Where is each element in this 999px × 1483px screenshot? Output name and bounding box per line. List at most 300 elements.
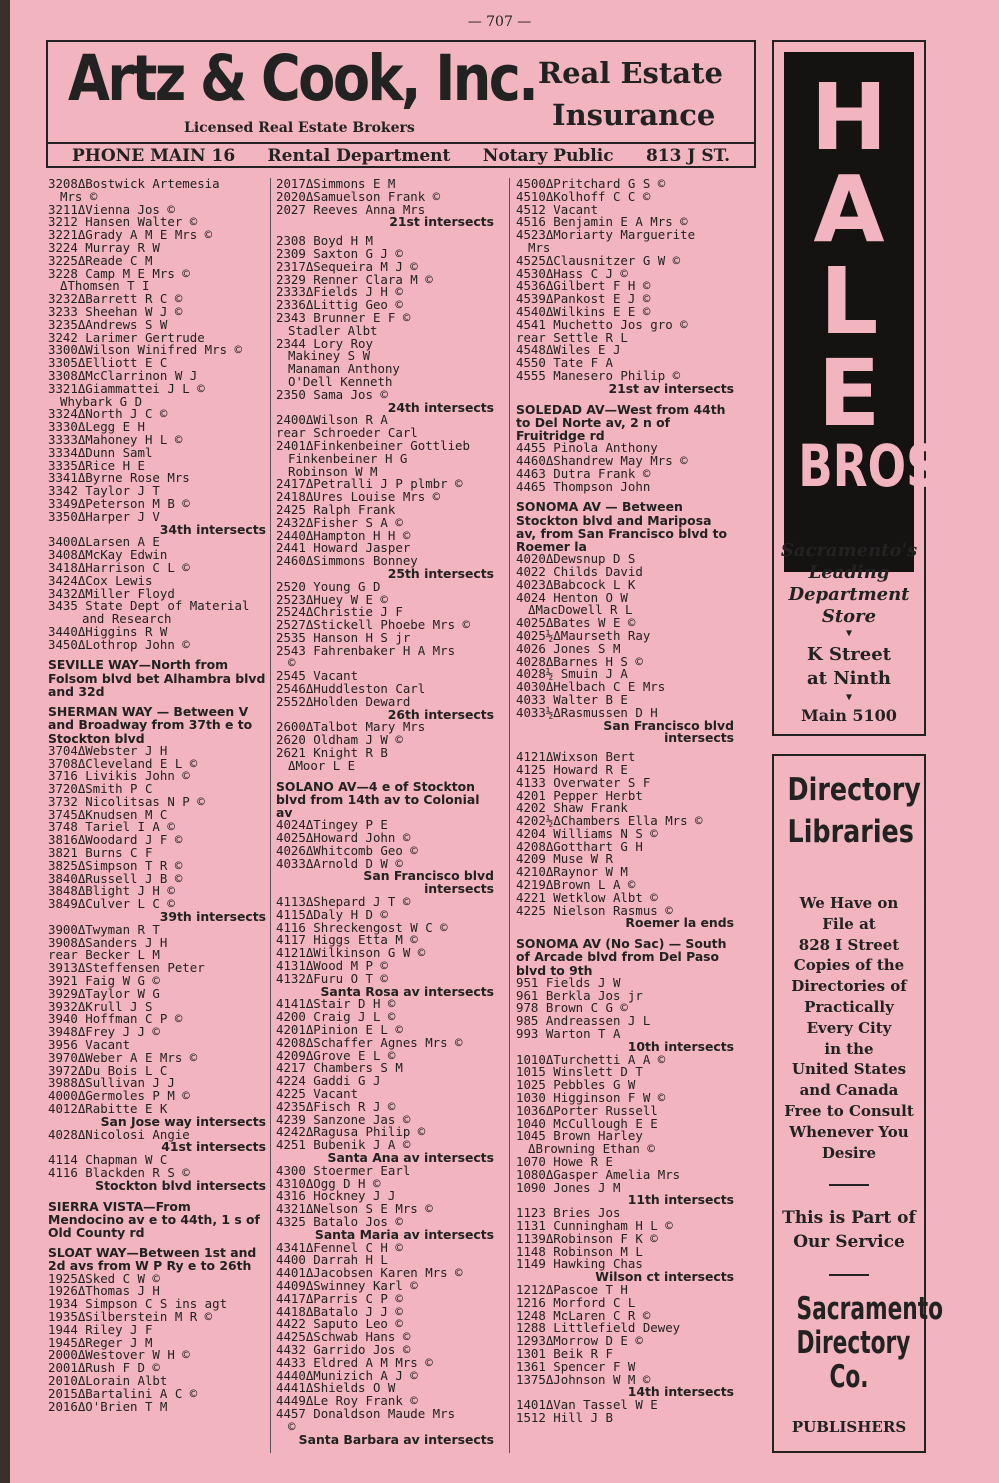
listing-line: 2020ΔSamuelson Frank © <box>276 188 441 204</box>
listing-line: 3816ΔWoodard J F © <box>48 832 183 848</box>
listing-line: 4239 Sanzone Jas © <box>276 1111 411 1127</box>
listing-line: 3970ΔWeber A E Mrs © <box>48 1049 198 1065</box>
listing-line: 3418ΔHarrison C L © <box>48 559 190 575</box>
listing-line: 4525ΔClausnitzer G W © <box>516 252 681 268</box>
listing-line: 1030 Higginson F W © <box>516 1090 666 1106</box>
dir-mid-2: Our Service <box>793 1232 905 1252</box>
listing-line: 4116 Blackden R S © <box>48 1165 190 1180</box>
listing-line: 1148 Robinson M L <box>516 1243 643 1259</box>
listing-line: 4221 Wetklow Albt © <box>516 889 658 905</box>
listing-line: 2620 Oldham J W © <box>276 732 403 748</box>
listing-line: 978 Brown C G © <box>516 1000 628 1016</box>
hale-bros-logo-block <box>784 52 956 572</box>
hale-tagline-4: Store <box>821 606 877 627</box>
listing-line: 3921 Faig W G © <box>48 973 160 989</box>
listing-line: 4020ΔDewsnup D S <box>516 551 636 567</box>
listing-line: 4023ΔBabcock L K <box>516 576 636 592</box>
listing-line: 4341ΔFennel C H © <box>276 1239 403 1255</box>
listing-line: 2329 Renner Clara M © <box>276 271 433 287</box>
listing-line: 4028ΔNicolosi Angie <box>48 1126 190 1142</box>
listing-line: 4460ΔShandrew May Mrs © <box>516 452 688 468</box>
listing-line: 2027 Reeves Anna Mrs <box>276 201 426 217</box>
dir-body-line: Free to Consult <box>784 1102 914 1120</box>
hale-letter: H <box>810 64 888 171</box>
listing-line: 2432ΔFisher S A © <box>276 514 403 530</box>
listing-line: 4026 Jones S M <box>516 640 621 656</box>
listing-line: 1301 Beik R F <box>516 1345 613 1361</box>
page-number: — 707 — <box>467 14 532 30</box>
listing-line: Whybark G D <box>60 393 143 409</box>
banner-divider <box>48 142 754 144</box>
listing-line: 3308ΔMcClarrinon W J <box>48 367 198 383</box>
listing-line: 3745ΔKnudsen M C <box>48 806 168 822</box>
dir-divider <box>829 1274 869 1276</box>
listing-line: 4449ΔLe Roy Frank © <box>276 1393 418 1409</box>
hale-tagline-3: Department <box>788 584 910 605</box>
listing-line: 4224 Gaddi G J <box>276 1073 381 1089</box>
listing-line: 2543 Fahrenbaker H A Mrs <box>276 642 456 658</box>
listing-line: 4201 Pepper Herbt <box>516 787 643 803</box>
listing-line: 3848ΔBlight J H © <box>48 883 175 899</box>
listing-line: 985 Andreassen J L <box>516 1013 651 1029</box>
listing-line: 4510ΔKolhoff C C © <box>516 188 651 204</box>
listing-line: 1010ΔTurchetti A A © <box>516 1051 666 1067</box>
cross-street-line: 25th intersects <box>387 565 494 581</box>
listing-line: 1935ΔSilberstein M R © <box>48 1309 213 1324</box>
listing-line: 4131ΔWood M P © <box>276 958 388 974</box>
listing-line: 2523ΔHuey W E © <box>276 591 388 607</box>
listing-line: 1149 Hawking Chas <box>516 1256 643 1272</box>
listing-line: 3300ΔWilson Winifred Mrs © <box>48 342 242 358</box>
listing-line: 3825ΔSimpson T R © <box>48 857 183 873</box>
street-heading: SEVILLE WAY—North from Folsom blvd bet Alhambra blvd and 32d <box>48 657 266 699</box>
cross-street-line: San Francisco blvd <box>363 868 494 884</box>
listing-line: 4400 Darrah H L <box>276 1252 388 1268</box>
listing-line: ΔThomsen T I <box>60 278 150 294</box>
listing-line: 3435 State Dept of Material <box>48 598 250 614</box>
listing-line: 4225 Vacant <box>276 1086 359 1101</box>
listing-line: 4325 Batalo Jos © <box>276 1213 403 1229</box>
listing-line: 1025 Pebbles G W <box>516 1077 636 1093</box>
listing-line: 1123 Bries Jos <box>516 1205 621 1221</box>
listing-line: 4121ΔWilkinson G W © <box>276 945 426 961</box>
listing-line: 4028ΔBarnes H S © <box>516 653 643 669</box>
listing-line: 3225ΔReade C M <box>48 252 153 268</box>
listing-line: 4117 Higgs Etta M © <box>276 932 418 948</box>
listing-line: 1040 McCullough E E <box>516 1115 658 1131</box>
listing-line: 4242ΔRagusa Philip © <box>276 1124 426 1140</box>
listing-line: 3716 Livikis John © <box>48 768 190 784</box>
dir-body-line: Desire <box>821 1143 877 1162</box>
dir-body-line: 828 I Street <box>798 935 900 954</box>
listing-line: 4235ΔFisch R J © <box>276 1098 396 1114</box>
listing-line: 1248 McLaren C R © <box>516 1307 651 1323</box>
listing-line: Robinson W M <box>288 463 378 479</box>
listing-line: 4201ΔPinion E L © <box>276 1022 403 1038</box>
listing-line: 2546ΔHuddleston Carl <box>276 681 426 697</box>
hale-phone: Main 5100 <box>801 706 897 725</box>
listing-line: 2350 Sama Jos © <box>276 386 388 402</box>
dir-body-line: in the <box>824 1039 874 1058</box>
listing-line: 3232ΔBarrett R C © <box>48 291 183 307</box>
dir-body-line: File at <box>822 914 876 933</box>
listing-line: Makiney S W <box>288 348 371 364</box>
insurance-label: Insurance <box>552 98 716 132</box>
listing-line: 4251 Bubenik J A © <box>276 1137 411 1153</box>
listing-line: 4536ΔGilbert F H © <box>516 278 651 294</box>
licensed-brokers-label: Licensed Real Estate Brokers <box>184 120 415 136</box>
listing-line: 3235ΔAndrews S W <box>48 316 168 332</box>
dir-body-line: Practically <box>804 998 894 1016</box>
listing-line: 2425 Ralph Frank <box>276 501 396 517</box>
street-heading: SONOMA AV (No Sac) — South of Arcade blvd from Del Paso blvd to 9th <box>516 936 727 978</box>
column-rule <box>509 178 510 1453</box>
directory-column-2 <box>276 178 494 1446</box>
listing-line: 1139ΔRobinson F K © <box>516 1230 658 1246</box>
listing-line: 1926ΔThomas J H <box>48 1283 160 1299</box>
cross-street-line: 21st intersects <box>389 214 494 230</box>
dir-title-2: Libraries <box>787 814 914 850</box>
listing-line: 3956 Vacant <box>48 1037 131 1053</box>
listing-line: 4033 Walter B E <box>516 691 628 707</box>
listing-line: 2520 Young G D <box>276 578 381 594</box>
listing-line: 3221ΔGrady A M E Mrs © <box>48 227 213 243</box>
listing-line: 4200 Craig J L © <box>276 1009 396 1025</box>
dir-body-line: Directories of <box>791 977 907 996</box>
listing-line: O'Dell Kenneth <box>288 373 393 389</box>
listing-line: 4116 Shreckengost W C © <box>276 919 448 935</box>
listing-line: 4025ΔHoward John © <box>276 830 411 846</box>
listing-line: 3432ΔMiller Floyd <box>48 585 175 601</box>
listing-line: 4516 Benjamin E A Mrs © <box>516 214 688 230</box>
street-heading: SONOMA AV — Between Stockton blvd and Mariposa av, from San Francisco blvd to Roemer la <box>516 499 728 554</box>
listing-line: 2400ΔWilson R A <box>276 412 388 428</box>
listing-line: 3408ΔMcKay Edwin <box>48 547 168 563</box>
listing-line: 4141ΔStair D H © <box>276 996 396 1012</box>
listing-line: 2344 Lory Roy <box>276 335 373 351</box>
listing-line: 1216 Morford C L <box>516 1294 636 1310</box>
listing-line: ΔMacDowell R L <box>528 602 633 618</box>
listing-line: 3849ΔCulver L C © <box>48 896 175 912</box>
listing-line: 2417ΔPetralli J P plmbr © <box>276 476 463 492</box>
street-heading: SOLEDAD AV—West from 44th to Del Norte av, 2 n of Fruitridge rd <box>516 401 726 443</box>
cross-street-line: 14th intersects <box>627 1384 734 1400</box>
listing-line: 3321ΔGiammattei J L © <box>48 380 205 396</box>
listing-line: 4024 Henton O W <box>516 589 628 605</box>
listing-line: 4210ΔRaynor W M <box>516 864 628 880</box>
listing-line: 3708ΔCleveland E L © <box>48 755 198 771</box>
listing-line: 961 Berkla Jos jr <box>516 987 643 1003</box>
listing-line: 2441 Howard Jasper <box>276 540 411 556</box>
column-rule <box>270 178 271 1453</box>
listing-line: 3988ΔSullivan J J <box>48 1075 175 1091</box>
listing-line: 2016ΔO'Brien T M <box>48 1398 168 1414</box>
banner-bottom-row <box>72 146 730 166</box>
listing-line: 4555 Manesero Philip © <box>516 367 681 383</box>
street-heading: SLOAT WAY—Between 1st and 2d avs from W P Ry e to 26th <box>48 1245 257 1274</box>
listing-line: 3440ΔHiggins R W <box>48 623 168 639</box>
cross-street-line: intersects <box>664 730 734 746</box>
listing-line: 3350ΔHarper J V <box>48 508 160 524</box>
listing-line: 1212ΔPascoe T H <box>516 1282 628 1297</box>
listing-line: Stadler Albt <box>288 322 378 338</box>
dir-body-line: and Canada <box>799 1081 899 1100</box>
listing-line: 2401ΔFinkenbeiner Gottlieb <box>276 437 470 453</box>
listing-line: 4208ΔSchaffer Agnes Mrs © <box>276 1034 463 1050</box>
listing-line: 1045 Brown Harley <box>516 1128 643 1144</box>
hale-street: K Street <box>807 644 891 665</box>
listing-line: 2418ΔUres Louise Mrs © <box>276 489 441 505</box>
listing-line: 3233 Sheehan W J © <box>48 303 183 319</box>
listing-line: 4465 Thompson John <box>516 478 651 494</box>
directory-column-3 <box>516 178 734 1425</box>
listing-line: 3704ΔWebster J H <box>48 742 168 758</box>
listing-line: 4321ΔNelson S E Mrs © <box>276 1201 433 1217</box>
listing-line: 3424ΔCox Lewis <box>48 572 153 588</box>
listing-line: 2010ΔLorain Albt <box>48 1372 168 1388</box>
dir-body-line: United States <box>791 1060 907 1079</box>
listing-line: 2017ΔSimmons E M <box>276 176 396 191</box>
listing-line: 2545 Vacant <box>276 668 359 684</box>
listing-line: 4425ΔSchwab Hans © <box>276 1329 411 1345</box>
listing-line: 4550 Tate F A <box>516 355 613 371</box>
listing-line: 3334ΔDunn Saml <box>48 444 153 460</box>
listing-line: 993 Warton T A <box>516 1026 621 1042</box>
triangle-divider-icon: ▼ <box>845 628 853 639</box>
listing-line: 4202½ΔChambers Ella Mrs © <box>516 813 703 829</box>
listing-line: rear Becker L M <box>48 947 160 963</box>
listing-line: 3732 Nicolitsas N P © <box>48 793 205 809</box>
listing-line: 1090 Jones J M <box>516 1179 621 1195</box>
dir-body-line: We Have on <box>799 894 899 912</box>
listing-line: 4028½ Smuin J A <box>516 666 628 682</box>
listing-line: 3720ΔSmith P C <box>48 781 153 797</box>
cross-street-line: 41st intersects <box>161 1139 266 1155</box>
cross-street-line: 21st av intersects <box>608 380 734 396</box>
listing-line: 3305ΔElliott E C <box>48 355 168 371</box>
street-heading: SOLANO AV—4 e of Stockton blvd from 14th av to Colonial av <box>276 778 480 821</box>
listing-line: 1944 Riley J F <box>48 1321 153 1337</box>
dir-title-1: Directory <box>787 772 921 808</box>
cross-street-line: Santa Rosa av intersects <box>320 983 494 999</box>
directory-libraries-ad <box>772 754 944 1453</box>
listing-line: 4125 Howard R E <box>516 761 628 777</box>
hale-letter: L <box>819 248 879 355</box>
cross-street-line: Wilson ct intersects <box>595 1269 734 1285</box>
listing-line: 3913ΔSteffensen Peter <box>48 960 205 976</box>
listing-line: 4500ΔPritchard G S © <box>516 176 666 191</box>
listing-line: © <box>288 1418 296 1434</box>
listing-line: 3349ΔPeterson M B © <box>48 495 190 511</box>
listing-line: 3908ΔSanders J H <box>48 934 168 950</box>
dir-mid-1: This is Part of <box>782 1208 916 1228</box>
hale-tagline-2: Leading <box>808 562 890 583</box>
listing-line: 4208ΔGotthart G H <box>516 838 643 854</box>
listing-line: 4310ΔOgg D H © <box>276 1175 381 1191</box>
hale-letter: E <box>817 340 881 447</box>
listing-line: ΔBrowning Ethan © <box>528 1141 655 1157</box>
listing-line: 1288 Littlefield Dewey <box>516 1320 681 1336</box>
listing-line: 4541 Muchetto Jos gro © <box>516 316 688 332</box>
listing-line: 2308 Boyd H M <box>276 233 373 249</box>
listing-line: 4418ΔBatalo J J © <box>276 1303 403 1319</box>
listing-line: 3748 Tariel I A © <box>48 819 175 835</box>
listing-line: 1036ΔPorter Russell <box>516 1102 658 1118</box>
cross-street-line: intersects <box>424 881 494 897</box>
listing-line: © <box>288 655 296 671</box>
listing-line: 3242 Larimer Gertrude <box>48 329 205 345</box>
listing-line: 4539ΔPankost E J © <box>516 291 651 307</box>
listing-line: 3948ΔFrey J J © <box>48 1024 160 1040</box>
listing-line: 3972ΔDu Bois L C <box>48 1062 168 1078</box>
listing-line: 4300 Stoermer Earl <box>276 1162 411 1178</box>
listing-line: Finkenbeiner H G <box>288 450 408 466</box>
listing-line: 4422 Saputo Leo © <box>276 1316 403 1332</box>
dir-body-line: Whenever You <box>789 1122 909 1141</box>
listing-line: 1293ΔMorrow D E © <box>516 1333 643 1349</box>
cross-street-line: Stockton blvd intersects <box>95 1177 266 1193</box>
directory-column-1 <box>48 178 266 1413</box>
cross-street-line: Roemer la ends <box>625 915 734 931</box>
listing-line: 2535 Hanson H S jr <box>276 629 411 645</box>
listing-line: 2440ΔHampton H H © <box>276 527 411 543</box>
listing-line: 4217 Chambers S M <box>276 1060 403 1076</box>
cross-street-line: Santa Ana av intersects <box>327 1149 494 1165</box>
listing-line: 3341ΔByrne Rose Mrs <box>48 470 190 486</box>
listing-line: 3940 Hoffman C P © <box>48 1011 183 1027</box>
listing-line: 4316 Hockney J J <box>276 1188 396 1204</box>
listing-line: Manaman Anthony <box>288 361 400 377</box>
listing-line: 3840ΔRussell J B © <box>48 870 183 886</box>
listing-line: 3342 Taylor J T <box>48 483 160 499</box>
listing-line: 3450ΔLothrop John © <box>48 636 190 652</box>
listing-line: 3335ΔRice H E <box>48 457 145 473</box>
cross-street-line: 10th intersects <box>627 1038 734 1054</box>
cross-street-line: 26th intersects <box>387 706 494 722</box>
listing-line: 4209 Muse W R <box>516 851 613 867</box>
dir-body-line: Copies of the <box>793 956 905 975</box>
listing-line: 4026ΔWhitcomb Geo © <box>276 842 418 858</box>
cross-street-line: San Jose way intersects <box>100 1113 266 1129</box>
listing-line: rear Settle R L <box>516 329 628 345</box>
listing-line: 2343 Brunner E F © <box>276 309 411 325</box>
cross-street-line: 39th intersects <box>159 909 266 925</box>
cross-street-line: San Francisco blvd <box>603 717 734 733</box>
listing-line: Mrs © <box>60 188 98 204</box>
listing-line: 4115ΔDaly H D © <box>276 906 388 922</box>
listing-line: 4022 Childs David <box>516 563 643 579</box>
listing-line: 2309 Saxton G J © <box>276 245 403 261</box>
listing-line: 2333ΔFields J H © <box>276 284 403 300</box>
listing-line: 2001ΔRush F D © <box>48 1360 160 1376</box>
bros-label: BROS. <box>798 432 956 500</box>
listing-line: 1080ΔGasper Amelia Mrs <box>516 1166 681 1182</box>
cross-street-line: 24th intersects <box>387 399 494 415</box>
listing-line: 3224 Murray R W <box>48 239 160 255</box>
listing-line: 4030ΔHelbach C E Mrs <box>516 679 666 695</box>
publisher-name-2: Directory <box>796 1325 911 1361</box>
listing-line: 4121ΔWixson Bert <box>516 749 636 765</box>
publisher-name-1: Sacramento <box>796 1291 944 1327</box>
listing-line: 4432 Garrido Jos © <box>276 1341 411 1357</box>
cross-street-line: Santa Maria av intersects <box>314 1226 494 1242</box>
listing-line: 3208ΔBostwick Artemesia <box>48 176 220 191</box>
listing-line: 4440ΔMunizich A J © <box>276 1367 418 1383</box>
listing-line: 3932ΔKrull J S <box>48 998 153 1014</box>
listing-line: 2015ΔBartalini A C © <box>48 1385 198 1401</box>
notary-label: Notary Public <box>482 146 614 166</box>
listing-line: 4132ΔFuru O T © <box>276 970 388 986</box>
listing-line: 4113ΔShepard J T © <box>276 894 411 910</box>
listing-line: 1361 Spencer F W <box>516 1358 636 1374</box>
listing-line: 3324ΔNorth J C © <box>48 406 168 422</box>
listing-line: 1131 Cunningham H L © <box>516 1218 673 1234</box>
listing-line: 4000ΔGermoles P M © <box>48 1088 190 1104</box>
listing-line: 4540ΔWilkins E E © <box>516 303 651 319</box>
listing-line: 4548ΔWiles E J <box>516 342 621 358</box>
listing-line: 4114 Chapman W C <box>48 1152 168 1168</box>
listing-line: 2000ΔWestover W H © <box>48 1347 190 1363</box>
firm-name: Artz & Cook, Inc. <box>68 42 537 115</box>
listing-line: 4025ΔBates W E © <box>516 615 636 631</box>
listing-line: 4012ΔRabitte E K <box>48 1101 168 1117</box>
listing-line: 2600ΔTalbot Mary Mrs <box>276 719 426 735</box>
real-estate-label: Real Estate <box>538 56 723 90</box>
listing-line: 2524ΔChristie J F <box>276 604 403 620</box>
listing-line: 1070 Howe R E <box>516 1154 613 1170</box>
listing-line: and Research <box>82 611 172 627</box>
listing-line: 3821 Burns C F <box>48 845 153 861</box>
dir-body-line: Every City <box>806 1018 892 1037</box>
listing-line: 4209ΔGrove E L © <box>276 1047 396 1063</box>
street-heading: SHERMAN WAY — Between V and Broadway from 37th e to Stockton blvd <box>48 704 253 746</box>
listing-line: 4512 Vacant <box>516 201 599 217</box>
street-heading: SIERRA VISTA—From Mendocino av e to 44th, 1 s of Old County rd <box>48 1198 260 1240</box>
listing-line: 3400ΔLarsen A E <box>48 534 160 550</box>
listing-line: 4219ΔBrown L A © <box>516 877 636 893</box>
listing-line: 3211ΔVienna Jos © <box>48 201 175 217</box>
listing-line: 4523ΔMoriarty Marguerite <box>516 227 696 243</box>
listing-line: 3900ΔTwyman R T <box>48 921 160 937</box>
listing-line: 4401ΔJacobsen Karen Mrs © <box>276 1265 463 1281</box>
listing-line: 4033ΔArnold D W © <box>276 855 403 871</box>
listing-line: 4457 Donaldson Maude Mrs <box>276 1405 456 1421</box>
listing-line: 1401ΔVan Tassel W E <box>516 1397 658 1413</box>
listing-line: 2621 Knight R B <box>276 745 388 761</box>
listing-line: 4530ΔHass C J © <box>516 265 628 281</box>
address-label: 813 J ST. <box>645 146 730 166</box>
listing-line: 3330ΔLegg E H <box>48 419 145 435</box>
listing-line: 4204 Williams N S © <box>516 825 658 841</box>
listing-line: 3212 Hansen Walter © <box>48 214 198 230</box>
rental-label: Rental Department <box>267 146 451 166</box>
listing-line: 1945ΔReger J M <box>48 1334 153 1350</box>
cross-street-line: 11th intersects <box>627 1192 734 1208</box>
listing-line: 2460ΔSimmons Bonney <box>276 553 418 569</box>
listing-line: 2317ΔSequeira M J © <box>276 258 418 274</box>
listing-line: 4025½ΔMaurseth Ray <box>516 627 651 643</box>
hale-tagline-1: Sacramento's <box>780 540 918 561</box>
listing-line: rear Schroeder Carl <box>276 425 418 441</box>
listing-line: 1925ΔSked C W © <box>48 1270 160 1286</box>
listing-line: 1015 Winslett D T <box>516 1064 643 1080</box>
listing-line: 4463 Dutra Frank © <box>516 465 651 481</box>
dir-divider <box>829 1184 869 1186</box>
listing-line: 4441ΔShields O W <box>276 1380 396 1396</box>
listing-line: 4225 Nielson Rasmus © <box>516 902 673 918</box>
listing-line: 1375ΔJohnson W M © <box>516 1371 651 1387</box>
listing-line: 3333ΔMahoney H L © <box>48 431 183 447</box>
